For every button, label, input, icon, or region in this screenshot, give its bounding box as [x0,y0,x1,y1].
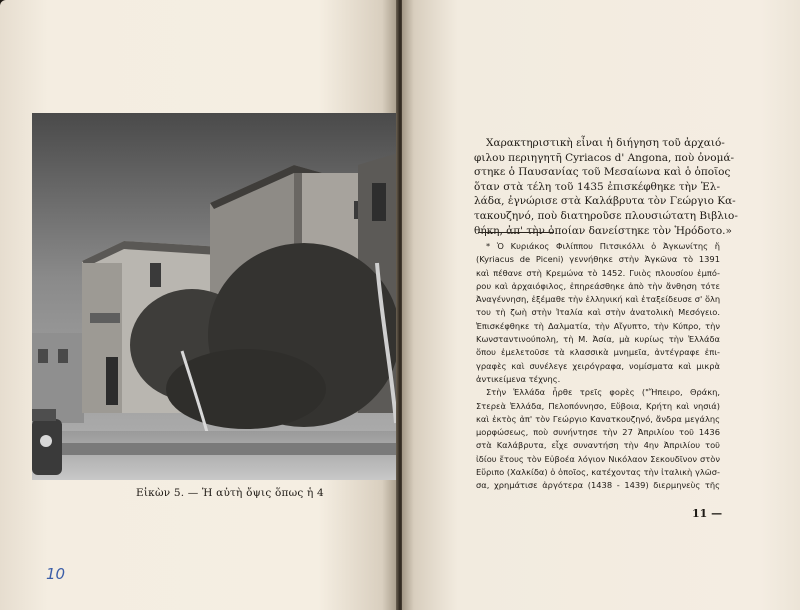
footnote-line: ὅπου ἐμελετοῦσε τὰ κλασσικὰ μνημεῖα, ἀντέγραφε ἐπι- [476,347,720,358]
footnote-line: (Kyriacus de Piceni) γεννήθηκε στὴν Ἀγκῶνα τὸ 1391 [476,254,720,265]
footnote-line: Ἀναγέννηση, ἐξέμαθε τὴν ἑλληνική καὶ ἐταξείδευσε σ' ὅλη [476,294,721,305]
photo-caption: Εἰκὼν 5. — Ἡ αὐτὴ ὄψις ὅπως ἡ 4 [136,487,324,499]
footnote-line: Στερεὰ Ἑλλάδα, Πελοπόννησο, Εὔβοια, Κρήτη καὶ νησιά) [476,400,720,411]
text-line: λάδα, ἐγνώρισε στὰ Καλάβρυτα τὸν Γεώργιο Κα- [474,195,736,208]
main-paragraph [474,136,738,238]
footnote-line: Ἐπισκέφθηκε τὴ Δαλματία, τὴν Αἴγυπτο, τὴν Κύπρο, τὴν [476,320,720,331]
footnote-line: του τὴ ζωὴ στὴν Ἰταλία καὶ στὴν ἀνατολικὴ Μεσόγειο. [476,307,720,318]
left-page [0,0,398,610]
text-line: φιλου περιηγητῆ Cyriacos d' Angona, ποὺ ὀνομά- [474,151,735,164]
footnote-line: στὰ Καλάβρυτα, εἶχε συναντήση τὴν 4ην Ἀπριλίου τοῦ [476,440,720,451]
building-photo [32,113,398,480]
footnote-line: Κωνσταντινούπολη, τὴ Μ. Ἀσία, μὰ κυρίως τὴν Ἑλλάδα [476,334,720,345]
text-line: ὅταν στὰ τέλη τοῦ 1435 ἐπισκέφθηκε τὴν Ἑλ- [474,180,720,193]
footnote-line: καὶ ἐκτὸς ἀπ' τὸν Γεώργιο Κανατκουζηνό, ἄνδρα μεγάλης [476,413,720,424]
footnote-line: γραφὲς καὶ συνέλεγε χειρόγραφα, νομίσματα καὶ μικρὰ [476,360,720,371]
text-line: θήκη, ἀπ' τὴν ὁποίαν δανείστηκε τὸν Ἡρόδοτο.» [474,224,732,237]
footnote-divider [478,232,554,233]
footnote-line: Εὔριπο (Χαλκίδα) ὁ ὁποῖος, κατέχοντας τὴν ἰταλικὴ γλῶσ- [476,467,720,478]
footnote-line: ρου καὶ ἀρχαιόφιλος, ἐπηρεάσθηκε ἀπὸ τὴν ἄνθηση τότε [476,280,720,291]
page-number: 11 — [692,507,723,520]
footnote-line: καὶ πέθανε στὴ Κρεμώνα τὸ 1452. Γυιὸς πλουσίου ἐμπό- [476,267,720,278]
footnote-line: σα, χρημάτισε ἀργότερα (1438 - 1439) διερμηνεὺς τῆς [476,480,720,491]
text-line: τακουζηνό, ποὺ διατηροῦσε πλουσιώτατη Βιβλιο- [474,209,738,222]
footnote-line: μορφώσεως, ποὺ συνήντησε τὴν 27 Ἀπριλίου τοῦ 1436 [476,427,720,438]
footnote-line: ἀντικείμενα τέχνης. [476,373,561,384]
text-line: στηκε ὁ Παυσανίας τοῦ Μεσαίωνα καὶ ὁ ὁποῖος [474,166,731,179]
footnote-line: Στὴν Ἑλλάδα ἦρθε τρεῖς φορὲς ("Ἤπειρο, Θράκη, [486,387,720,398]
handwritten-page-number: 10 [46,565,66,583]
text-line: Χαρακτηριστικὴ εἶναι ἡ διήγηση τοῦ ἀρχαιό- [486,137,725,149]
footnote-line: * Ὁ Κυριάκος Φιλίππου Πιτσικόλλι ὁ Ἀγκωνίτης ἤ [486,241,720,251]
footnote-line: ἰδίου ἔτους τὸν Εὐβοέα λόγιον Νικόλαον Σεκουδῖνον στὸν [476,453,720,464]
footnote-block [476,240,720,493]
